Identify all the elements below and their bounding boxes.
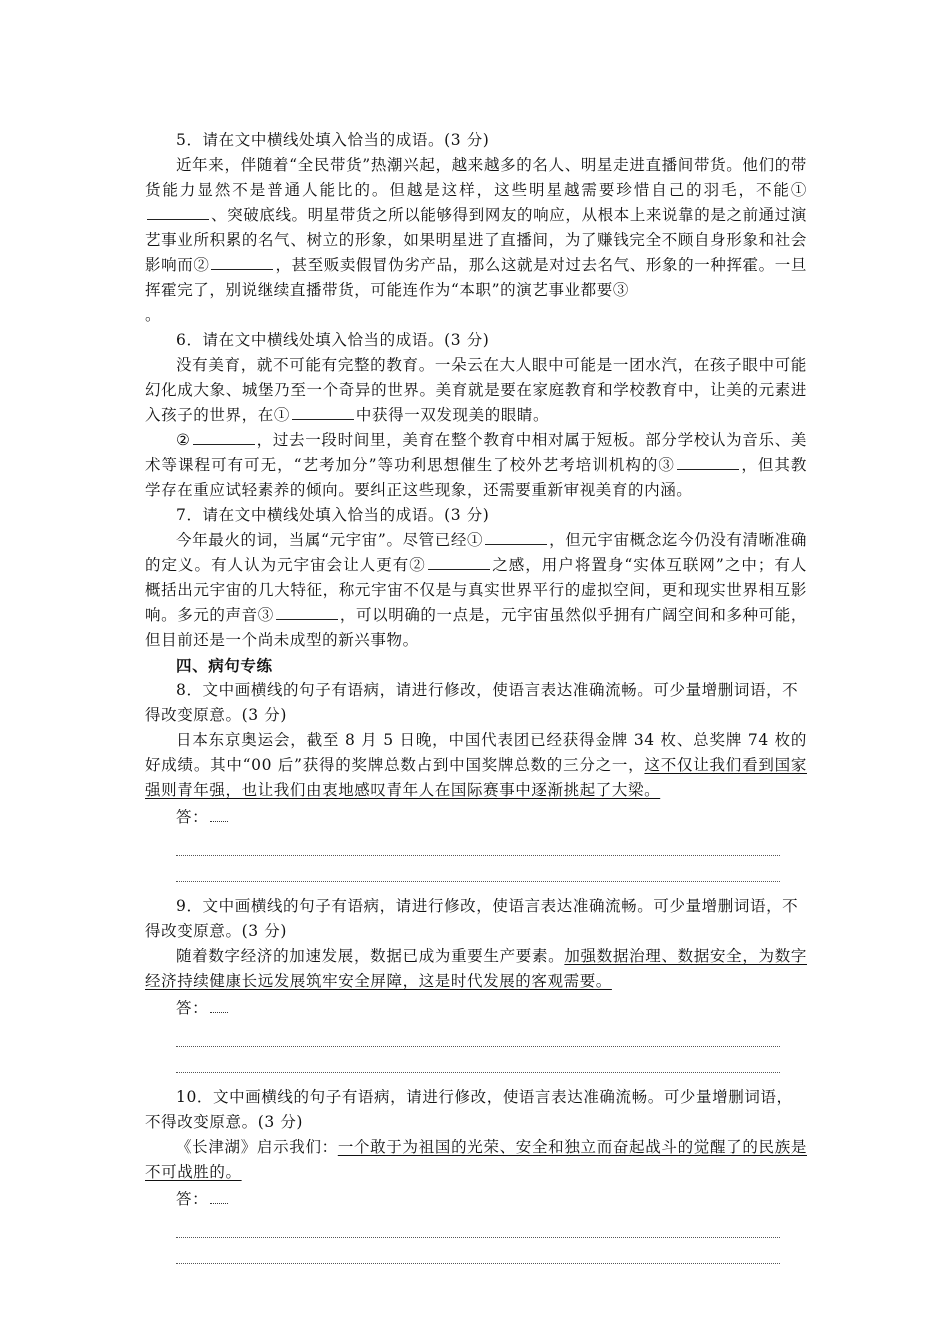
blank-7-2[interactable] (428, 555, 490, 570)
question-5-title: 5．请在文中横线处填入恰当的成语。(3 分) (176, 131, 490, 149)
answer-line-8-2[interactable] (176, 856, 780, 882)
question-8-passage: 日本东京奥运会，截至 8 月 5 日晚，中国代表团已经获得金牌 34 枚、总奖牌 74 枚的好成绩。其中“00 后”获得的奖牌总数占到中国奖牌总数的三分之一，这不仅让我们看到国家强则青年强，也让我们由衷地感叹青年人在国际赛事中逐渐挑起了大梁。 (145, 731, 807, 799)
underlined-sentence-10: 一个敢于为祖国的光荣、安全和独立而奋起战斗的觉醒了的民族是不可战胜的。 (145, 1138, 807, 1181)
question-6-passage-1: 没有美育，就不可能有完整的教育。一朵云在大人眼中可能是一团水汽，在孩子眼中可能幻化成大象、城堡乃至一个奇异的世界。美育就是要在家庭教育和学校教育中，让美的元素进入孩子的世界，在① 中获得一双发现美的眼睛。 (145, 356, 807, 424)
underlined-sentence-8: 这不仅让我们看到国家强则青年强，也让我们由衷地感叹青年人在国际赛事中逐渐挑起了大梁。 (145, 756, 807, 799)
document-page (145, 128, 807, 1264)
blank-7-1[interactable] (485, 530, 547, 545)
answer-label-10: 答： (145, 1187, 807, 1212)
answer-line-10-1[interactable] (176, 1212, 780, 1238)
answer-line-8-1[interactable] (176, 830, 780, 856)
blank-7-3[interactable] (276, 605, 338, 620)
section-heading: 四、病句专练 (176, 656, 273, 675)
question-7-passage: 今年最火的词，当属“元宇宙”。尽管已经① ，但元宇宙概念迄今仍没有清晰准确的定义。有人认为元宇宙会让人更有② 之感，用户将置身“实体互联网”之中；有人概括出元宇宙的几大特征，称元宇宙不仅是与真实世界平行的虚拟空间，更和现实世界相互影响。多元的声音③ ，可以明确的一点是，元宇宙虽然似乎拥有广阔空间和多种可能，但目前还是一个尚未成型的新兴事物。 (145, 531, 807, 649)
blank-6-2[interactable] (193, 430, 255, 445)
answer-label-8: 答： (145, 805, 807, 830)
answer-line-9-1[interactable] (176, 1021, 780, 1047)
question-10-title: 10．文中画横线的句子有语病，请进行修改，使语言表达准确流畅。可少量增删词语，不得改变原意。(3 分) (145, 1088, 793, 1131)
answer-line-9-2[interactable] (176, 1047, 780, 1073)
answer-label-9: 答： (145, 996, 807, 1021)
question-5-passage: 近年来，伴随着“全民带货”热潮兴起，越来越多的名人、明星走进直播间带货。他们的带货能力显然不是普通人能比的。但越是这样，这些明星越需要珍惜自己的羽毛，不能①、突破底线。明星带货之所以能够得到网友的响应，从根本上来说靠的是之前通过演艺事业所积累的名气、树立的形象，如果明星进了直播间，为了赚钱完全不顾自身形象和社会影响而② ，甚至贩卖假冒伪劣产品，那么这就是对过去名气、形象的一种挥霍。一旦挥霍完了，别说继续直播带货，可能连作为“本职”的演艺事业都要③ 。 (145, 156, 807, 324)
question-6-passage-2: ② ，过去一段时间里，美育在整个教育中相对属于短板。部分学校认为音乐、美术等课程可有可无，“艺考加分”等功利思想催生了校外艺考培训机构的③ ，但其教学存在重应试轻素养的倾向。要纠正这些现象，还需要重新审视美育的内涵。 (145, 431, 808, 499)
question-10-passage: 《长津湖》启示我们：一个敢于为祖国的光荣、安全和独立而奋起战斗的觉醒了的民族是不可战胜的。 (145, 1138, 807, 1181)
question-7-title: 7．请在文中横线处填入恰当的成语。(3 分) (176, 506, 490, 524)
blank-6-1[interactable] (292, 405, 354, 420)
blank-5-2[interactable] (211, 255, 273, 270)
underlined-sentence-9: 加强数据治理、数据安全，为数字经济持续健康长远发展筑牢安全屏障，这是时代发展的客观需要。 (145, 947, 807, 990)
question-9-passage: 随着数字经济的加速发展，数据已成为重要生产要素。加强数据治理、数据安全，为数字经济持续健康长远发展筑牢安全屏障，这是时代发展的客观需要。 (145, 947, 807, 990)
blank-6-3[interactable] (677, 455, 739, 470)
answer-line-10-2[interactable] (176, 1238, 780, 1264)
question-8-title: 8．文中画横线的句子有语病，请进行修改，使语言表达准确流畅。可少量增删词语，不得改变原意。(3 分) (145, 681, 799, 724)
question-6-title: 6．请在文中横线处填入恰当的成语。(3 分) (176, 331, 490, 349)
question-9-title: 9．文中画横线的句子有语病，请进行修改，使语言表达准确流畅。可少量增删词语，不得改变原意。(3 分) (145, 897, 799, 940)
blank-5-1[interactable] (147, 205, 209, 220)
